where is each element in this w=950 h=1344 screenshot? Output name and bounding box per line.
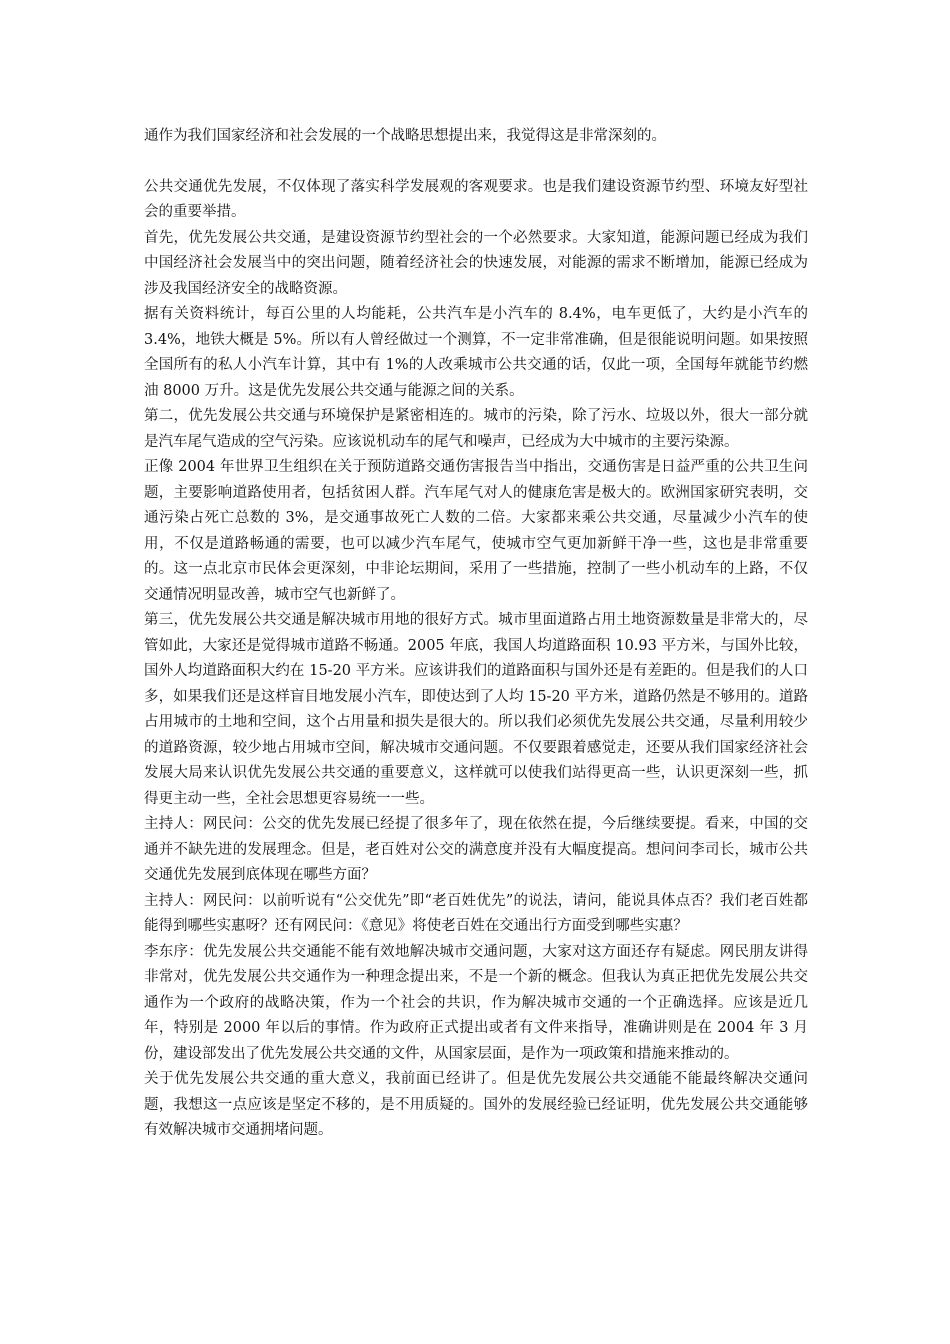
paragraph-conclusion: 关于优先发展公共交通的重大意义，我前面已经讲了。但是优先发展公共交通能不能最终解决交通问题，我想这一点应该是坚定不移的，是不用质疑的。国外的发展经验已经证明，优先发展公共交通能够有效解决城市交通拥堵问题。 [144, 1071, 808, 1138]
paragraph-first-point: 首先，优先发展公共交通，是建设资源节约型社会的一个必然要求。大家知道，能源问题已经成为我们中国经济社会发展当中的突出问题，随着经济社会的快速发展，对能源的需求不断增加，能源已经成为涉及我国经济安全的战略资源。 [144, 229, 808, 297]
paragraph-third-point: 第三，优先发展公共交通是解决城市用地的很好方式。城市里面道路占用土地资源数量是非常大的，尽管如此，大家还是觉得城市道路不畅通。2005 年底，我国人均道路面积 10.93 平方米，与国外比较，国外人均道路面积大约在 15-20 平方米。应该讲我们的道路面积与国外还是有差距的。但是我们的人口多，如果我们还是这样盲目地发展小汽车，即使达到了人均 15-20 平方米，道路仍然是不够用的。道路占用城市的土地和空间，这个占用量和损失是很大的。所以我们必须优先发展公共交通，尽量利用较少的道路资源，较少地占用城市空间，解决城市交通问题。不仅要跟着感觉走，还要从我们国家经济社会发展大局来认识优先发展公共交通的重要意义，这样就可以使我们站得更高一些，认识更深刻一些，抓得更主动一些，全社会思想更容易统一一些。 [144, 612, 808, 807]
paragraph-li-dongxu-answer: 李东序：优先发展公共交通能不能有效地解决城市交通问题，大家对这方面还存有疑虑。网民朋友讲得非常对，优先发展公共交通作为一种理念提出来，不是一个新的概念。但我认为真正把优先发展公共交通作为一个政府的战略决策，作为一个社会的共识，作为解决城市交通的一个正确选择。应该是近几年，特别是 2000 年以后的事情。作为政府正式提出或者有文件来指导，准确讲则是在 2004 年 3 月份，建设部发出了优先发展公共交通的文件，从国家层面，是作为一项政策和措施来推动的。 [144, 943, 808, 1062]
paragraph-gap [144, 150, 808, 175]
document-page [144, 124, 808, 1144]
paragraph-who-report: 正像 2004 年世界卫生组织在关于预防道路交通伤害报告当中指出，交通伤害是日益严重的公共卫生问题，主要影响道路使用者，包括贫困人群。汽车尾气对人的健康危害是极大的。欧洲国家研究表明，交通污染占死亡总数的 3%，是交通事故死亡人数的二倍。大家都来乘公共交通，尽量减少小汽车的使用，不仅是道路畅通的需要，也可以减少汽车尾气，使城市空气更加新鲜干净一些，这也是非常重要的。这一点北京市民体会更深刻，中非论坛期间，采用了一些措施，控制了一些小机动车的上路，不仅交通情况明显改善，城市空气也新鲜了。 [144, 459, 808, 603]
paragraph-priority-development: 公共交通优先发展，不仅体现了落实科学发展观的客观要求。也是我们建设资源节约型、环境友好型社会的重要举措。 [144, 178, 808, 220]
paragraph-intro: 通作为我们国家经济和社会发展的一个战略思想提出来，我觉得这是非常深刻的。 [144, 128, 666, 144]
paragraph-second-point: 第二，优先发展公共交通与环境保护是紧密相连的。城市的污染，除了污水、垃圾以外，很大一部分就是汽车尾气造成的空气污染。应该说机动车的尾气和噪声，已经成为大中城市的主要污染源。 [144, 408, 808, 450]
paragraph-host-question-2: 主持人：网民问：以前听说有“公交优先”即“老百姓优先”的说法，请问，能说具体点否？我们老百姓都能得到哪些实惠呀？还有网民问：《意见》将使老百姓在交通出行方面受到哪些实惠？ [144, 892, 808, 934]
paragraph-energy-statistics: 据有关资料统计，每百公里的人均能耗，公共汽车是小汽车的 8.4%，电车更低了，大约是小汽车的 3.4%，地铁大概是 5%。所以有人曾经做过一个测算，不一定非常准确，但是很能说明问题。如果按照全国所有的私人小汽车计算，其中有 1%的人改乘城市公共交通的话，仅此一项，全国每年就能节约燃油 8000 万升。这是优先发展公共交通与能源之间的关系。 [144, 306, 808, 399]
paragraph-host-question-1: 主持人：网民问：公交的优先发展已经提了很多年了，现在依然在提，今后继续要提。看来，中国的交通并不缺先进的发展理念。但是，老百姓对公交的满意度并没有大幅度提高。想问问李司长，城市公共交通优先发展到底体现在哪些方面？ [144, 816, 808, 883]
